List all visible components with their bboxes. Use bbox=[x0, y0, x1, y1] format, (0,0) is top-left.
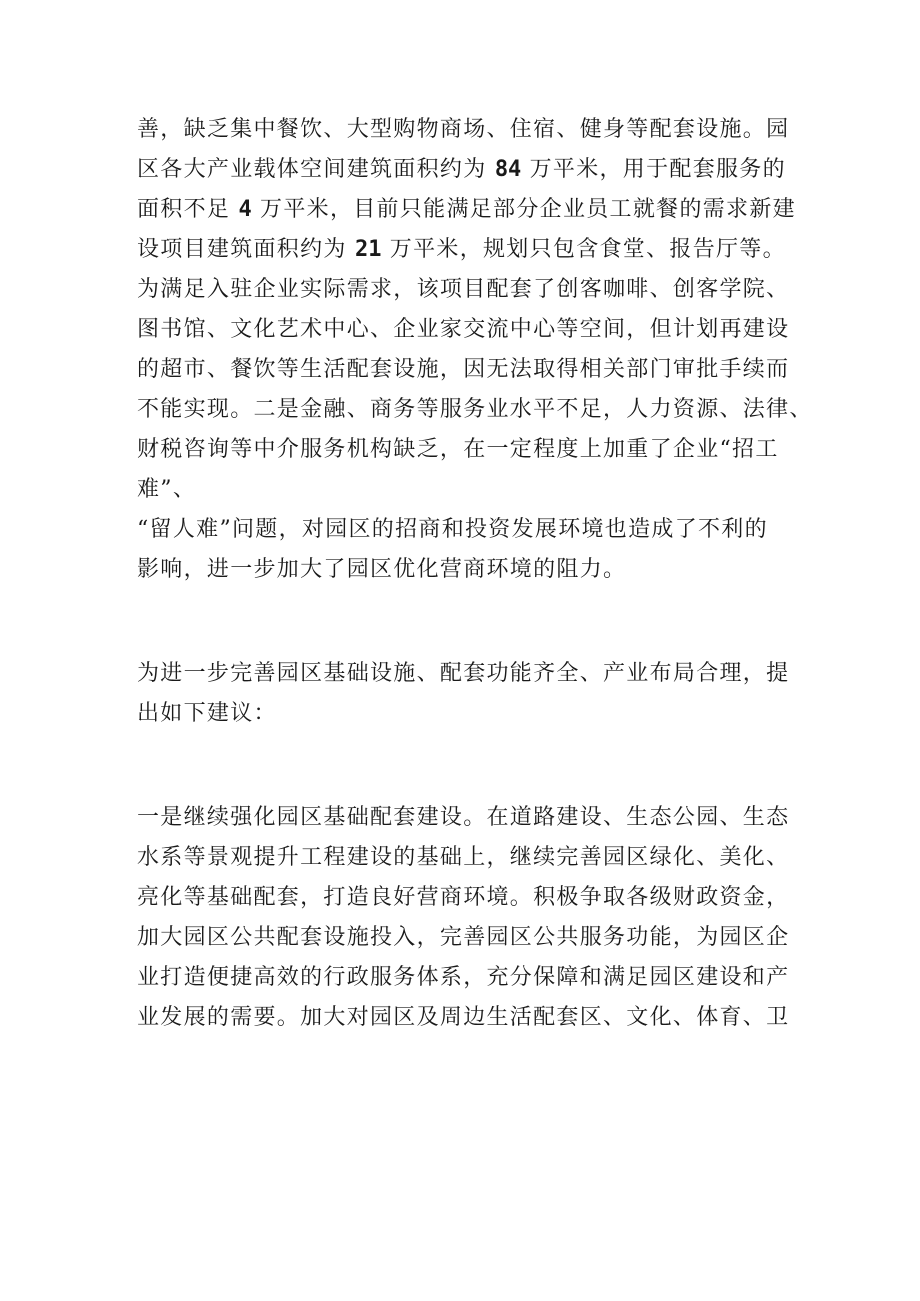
number-value: 84 bbox=[494, 157, 522, 182]
text-segment: 为进一步完善园区基础设施、配套功能齐全、产业布局合理，提 bbox=[137, 661, 790, 686]
text-segment: 影响，进一步加大了园区优化营商环境的阻力。 bbox=[137, 557, 627, 582]
text-line bbox=[137, 110, 817, 150]
text-line bbox=[137, 550, 817, 590]
text-segment: 水系等景观提升工程建设的基础上，继续完善园区绿化、美化、 bbox=[137, 845, 790, 870]
text-segment: 业发展的需要。加大对园区及周边生活配套区、文化、体育、卫 bbox=[137, 1005, 790, 1030]
paragraph-facilities bbox=[137, 110, 817, 590]
text-segment: 亮化等基础配套，打造良好营商环境。积极争取各级财政资金， bbox=[137, 885, 790, 910]
text-line bbox=[137, 350, 817, 390]
number-value: 4 bbox=[238, 197, 252, 222]
text-segment: 万平米，规划只包含食堂、报告厅等。 bbox=[389, 237, 786, 262]
text-line bbox=[137, 270, 817, 310]
text-segment: 难”、 bbox=[137, 477, 197, 502]
text-line bbox=[137, 838, 817, 878]
text-segment: 的超市、餐饮等生活配套设施，因无法取得相关部门审批手续而 bbox=[137, 357, 790, 382]
text-segment: 业打造便捷高效的行政服务体系，充分保障和满足园区建设和产 bbox=[137, 965, 790, 990]
paragraph-gap bbox=[137, 590, 817, 654]
text-segment: 设项目建筑面积约为 bbox=[137, 237, 347, 262]
text-segment: 图书馆、文化艺术中心、企业家交流中心等空间，但计划再建设 bbox=[137, 317, 790, 342]
text-segment: 万平米，用于配套服务的 bbox=[529, 157, 786, 182]
text-line bbox=[137, 310, 817, 350]
text-line bbox=[137, 190, 817, 230]
text-segment: 为满足入驻企业实际需求，该项目配套了创客咖啡、创客学院、 bbox=[137, 277, 790, 302]
text-segment: 财税咨询等中介服务机构缺乏，在一定程度上加重了企业“招工 bbox=[137, 437, 779, 462]
text-segment: 善，缺乏集中餐饮、大型购物商场、住宿、健身等配套设施。园 bbox=[137, 117, 790, 142]
text-segment: “留人难”问题，对园区的招商和投资发展环境也造成了不利的 bbox=[137, 517, 768, 542]
text-segment: 出如下建议： bbox=[137, 701, 277, 726]
text-segment: 万平米，目前只能满足部分企业员工就餐的需求新建 bbox=[260, 197, 796, 222]
text-line bbox=[137, 958, 817, 998]
text-line bbox=[137, 654, 817, 694]
text-segment: 不能实现。二是金融、商务等服务业水平不足，人力资源、法律、 bbox=[137, 397, 813, 422]
text-line bbox=[137, 230, 817, 270]
paragraph-gap bbox=[137, 734, 817, 798]
text-line bbox=[137, 998, 817, 1038]
text-line bbox=[137, 150, 817, 190]
text-line bbox=[137, 878, 817, 918]
text-line bbox=[137, 470, 817, 510]
text-line bbox=[137, 798, 817, 838]
document-body bbox=[137, 110, 817, 1038]
text-line bbox=[137, 918, 817, 958]
text-segment: 一是继续强化园区基础配套建设。在道路建设、生态公园、生态 bbox=[137, 805, 790, 830]
text-line bbox=[137, 510, 817, 550]
text-line bbox=[137, 430, 817, 470]
text-segment: 加大园区公共配套设施投入，完善园区公共服务功能，为园区企 bbox=[137, 925, 790, 950]
text-line bbox=[137, 390, 817, 430]
paragraph-suggestion-one bbox=[137, 798, 817, 1038]
text-segment: 区各大产业载体空间建筑面积约为 bbox=[137, 157, 487, 182]
text-segment: 面积不足 bbox=[137, 197, 231, 222]
number-value: 21 bbox=[355, 237, 382, 262]
text-line bbox=[137, 694, 817, 734]
paragraph-proposal-intro bbox=[137, 654, 817, 734]
